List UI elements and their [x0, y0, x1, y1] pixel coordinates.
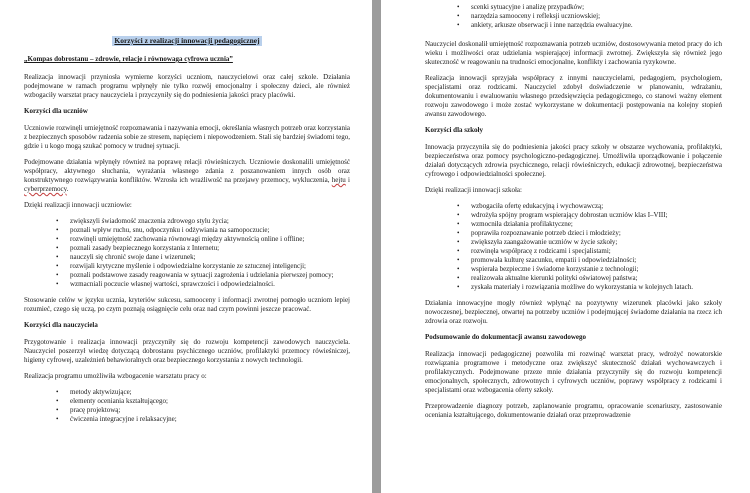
students-list-intro: Dzięki realizacji innowacji uczniowie:: [24, 201, 132, 209]
list-item: • nauczyli się chronić swoje dane i wizerunek;: [70, 253, 350, 262]
list-item: • wdrożyła spójny program wspierający dobrostan uczniów klas I–VIII;: [471, 211, 722, 220]
list-item: • metody aktywizujące;: [70, 388, 350, 397]
list-item: • rozwinęli umiejętność zachowania równowagi między aktywnością online i offline;: [70, 235, 350, 244]
teacher-paragraph-3: Realizacja innowacji sprzyjała współpracy z innymi nauczycielami, pedagogiem, psychologiem, specjalistami oraz rodzicami. Nauczyciel zdobył doświadczenie w planowaniu, wdrażaniu, dokumentowaniu i ewaluowaniu własnego przedsięwzięcia pedagogicznego, co stanowi ważny element rozwoju zawodowego i może zostać wykorzystane w dokumentacji postępowania na kolejny stopień awansu zawodowego.: [425, 74, 722, 118]
summary-paragraph-2: Przeprowadzenie diagnozy potrzeb, zaplanowanie programu, opracowanie scenariuszy, zastosowanie oceniania kształtującego, dokumentowanie działań oraz przeprowadzenie: [425, 402, 722, 419]
list-item: • zwiększyli świadomość znaczenia zdrowego stylu życia;: [70, 217, 350, 226]
students-p2-start: Podejmowane działania wpłynęły również na poprawę relacji rówieśniczych. Uczniowie doskonalili umiejętność współpracy, aktywnego słuchania, wyrażania własnego zdania z poszanowaniem innych osób oraz konstruktywnego rozwiązywania konfliktów. Wzrosła ich wrażliwość na przejawy przemocy, wykluczenia,: [24, 158, 350, 184]
list-item: • zwiększyła zaangażowanie uczniów w życie szkoły;: [471, 238, 722, 247]
teacher-list-intro: Realizacja programu umożliwiła wzbogacenie warsztatu pracy o:: [24, 372, 207, 380]
document-page-left: [0, 0, 372, 493]
list-item: • zyskała materiały i rozwiązania możliwe do wykorzystania w kolejnych latach.: [471, 283, 722, 292]
teacher-list-part-2: [425, 3, 722, 30]
school-list-intro: Dzięki realizacji innowacji szkoła:: [425, 186, 522, 194]
list-item: • pracę projektową;: [70, 406, 350, 415]
title-wrap: [24, 30, 350, 48]
spellcheck-word-hejtu[interactable]: hejtu: [331, 176, 346, 184]
school-list: [425, 202, 722, 292]
list-item: • promowała kulturę szacunku, empatii i odpowiedzialności;: [471, 256, 722, 265]
school-heading: Korzyści dla szkoły: [425, 126, 483, 134]
list-item: • wzmocniła działania profilaktyczne;: [471, 220, 722, 229]
list-item: • elementy oceniania kształtującego;: [70, 397, 350, 406]
spellcheck-word-cyberprzemocy[interactable]: cyberprzemocy: [24, 185, 67, 193]
list-item: • scenki sytuacyjne i analizę przypadków;: [471, 3, 722, 12]
document-subtitle: „Kompas dobrostanu – zdrowie, relacje i równowaga cyfrowa ucznia”: [24, 55, 233, 63]
students-paragraph-3: Stosowanie celów w języku ucznia, kryteriów sukcesu, samooceny i informacji zwrotnej pomogło uczniom lepiej rozumieć, czego się uczą, po czym poznają osiągnięcie celu oraz nad czym powinni jeszcze pracować.: [24, 296, 350, 313]
list-item: • ćwiczenia integracyjne i relaksacyjne;: [70, 415, 350, 424]
teacher-paragraph-2: Nauczyciel doskonalił umiejętność rozpoznawania potrzeb uczniów, dostosowywania metod pracy do ich wieku i możliwości oraz udzielania wspierającej informacji zwrotnej. Zwiększyła się również jego skuteczność w reagowaniu na trudności emocjonalne, konflikty i zachowania ryzykowne.: [425, 40, 722, 66]
list-item: • ankiety, arkusze obserwacji i inne narzędzia ewaluacyjne.: [471, 21, 722, 30]
intro-paragraph: Realizacja innowacji przyniosła wymierne korzyści uczniom, nauczycielowi oraz całej szkole. Działania podejmowane w ramach programu wpłynęły nie tylko rozwój emocjonalny i społeczny dzieci, ale również wzbogaciły warsztat pracy nauczyciela i przyczyniły się do podniesienia jakości pracy placówki.: [24, 73, 350, 99]
list-item: • wzmacniali poczucie własnej wartości, sprawczości i odpowiedzialności.: [70, 280, 350, 289]
students-list: [24, 217, 350, 289]
list-item: • wspierała bezpieczne i świadome korzystanie z technologii;: [471, 265, 722, 274]
list-item: • narzędzia samooceny i refleksji uczniowskiej;: [471, 12, 722, 21]
summary-heading: Podsumowanie do dokumentacji awansu zawodowego: [425, 333, 587, 341]
list-item: • poprawiła rozpoznawanie potrzeb dzieci i młodzieży;: [471, 229, 722, 238]
list-item: • rozwijali krytyczne myślenie i odpowiedzialne korzystanie ze sztucznej inteligencji;: [70, 262, 350, 271]
list-item: • poznali zasady bezpiecznego korzystania z Internetu;: [70, 244, 350, 253]
students-p2-end: .: [66, 185, 69, 193]
students-paragraph-2: [24, 158, 350, 194]
page-gap: [372, 0, 381, 493]
teacher-list-part-1: [24, 388, 350, 424]
list-item: • wzbogaciła ofertę edukacyjną i wychowawczą;: [471, 202, 722, 211]
teacher-heading: Korzyści dla nauczyciela: [24, 321, 98, 329]
list-item: • poznali podstawowe zasady reagowania w sytuacji zagrożenia i udzielania pierwszej pomocy;: [70, 271, 350, 280]
list-item: • realizowała aktualne kierunki polityki oświatowej państwa;: [471, 274, 722, 283]
students-paragraph-1: Uczniowie rozwinęli umiejętność rozpoznawania i nazywania emocji, określania własnych potrzeb oraz korzystania z bezpiecznych sposobów radzenia sobie ze stresem, napięciem i niepowodzeniem. Stali się bardziej świadomi tego, gdzie i u kogo mogą szukać pomocy w trudnej sytuacji.: [24, 124, 350, 150]
document-page-right: [381, 0, 750, 493]
school-paragraph-1: Innowacja przyczyniła się do podniesienia jakości pracy szkoły w obszarze wychowania, profilaktyki, bezpieczeństwa oraz pomocy psychologiczno-pedagogicznej. Umożliwiła uporządkowanie i połączenie działań dotyczących zdrowia psychicznego, relacji rówieśniczych, edukacji zdrowotnej, bezpieczeństwa cyfrowego i odpowiedzialności społecznej.: [425, 143, 722, 178]
school-paragraph-2: Działania innowacyjne mogły również wpłynąć na pozytywny wizerunek placówki jako szkoły nowoczesnej, bezpiecznej, otwartej na potrzeby uczniów i podejmującej świadome działania na rzecz ich zdrowia oraz rozwoju.: [425, 299, 722, 325]
students-p2-mid: i: [345, 176, 350, 184]
summary-paragraph-1: Realizacja innowacji pedagogicznej pozwoliła mi rozwinąć warsztat pracy, wdrożyć nowatorskie rozwiązania programowe i metodyczne oraz zwiększyć skuteczność działań wychowawczych i profilaktycznych. Podejmowane przeze mnie działania przyczyniły się do rozwoju kompetencji emocjonalnych, społecznych, zdrowotnych i cyfrowych uczniów, poprawy współpracy z rodzicami i specjalistami oraz wzbogacenia oferty szkoły.: [425, 350, 722, 394]
teacher-paragraph-1: Przygotowanie i realizacja innowacji przyczyniły się do rozwoju kompetencji zawodowych nauczyciela. Nauczyciel poszerzył wiedzę dotyczącą dobrostanu psychicznego uczniów, profilaktyki przemocy rówieśniczej, higieny cyfrowej, uzależnień behawioralnych oraz bezpiecznego korzystania z nowych technologii.: [24, 338, 350, 364]
list-item: • rozwinęła współpracę z rodzicami i specjalistami;: [471, 247, 722, 256]
document-title[interactable]: Korzyści z realizacji innowacji pedagogicznej: [114, 36, 260, 45]
list-item: • poznali wpływ ruchu, snu, odpoczynku i odżywiania na samopoczucie;: [70, 226, 350, 235]
students-heading: Korzyści dla uczniów: [24, 107, 88, 115]
